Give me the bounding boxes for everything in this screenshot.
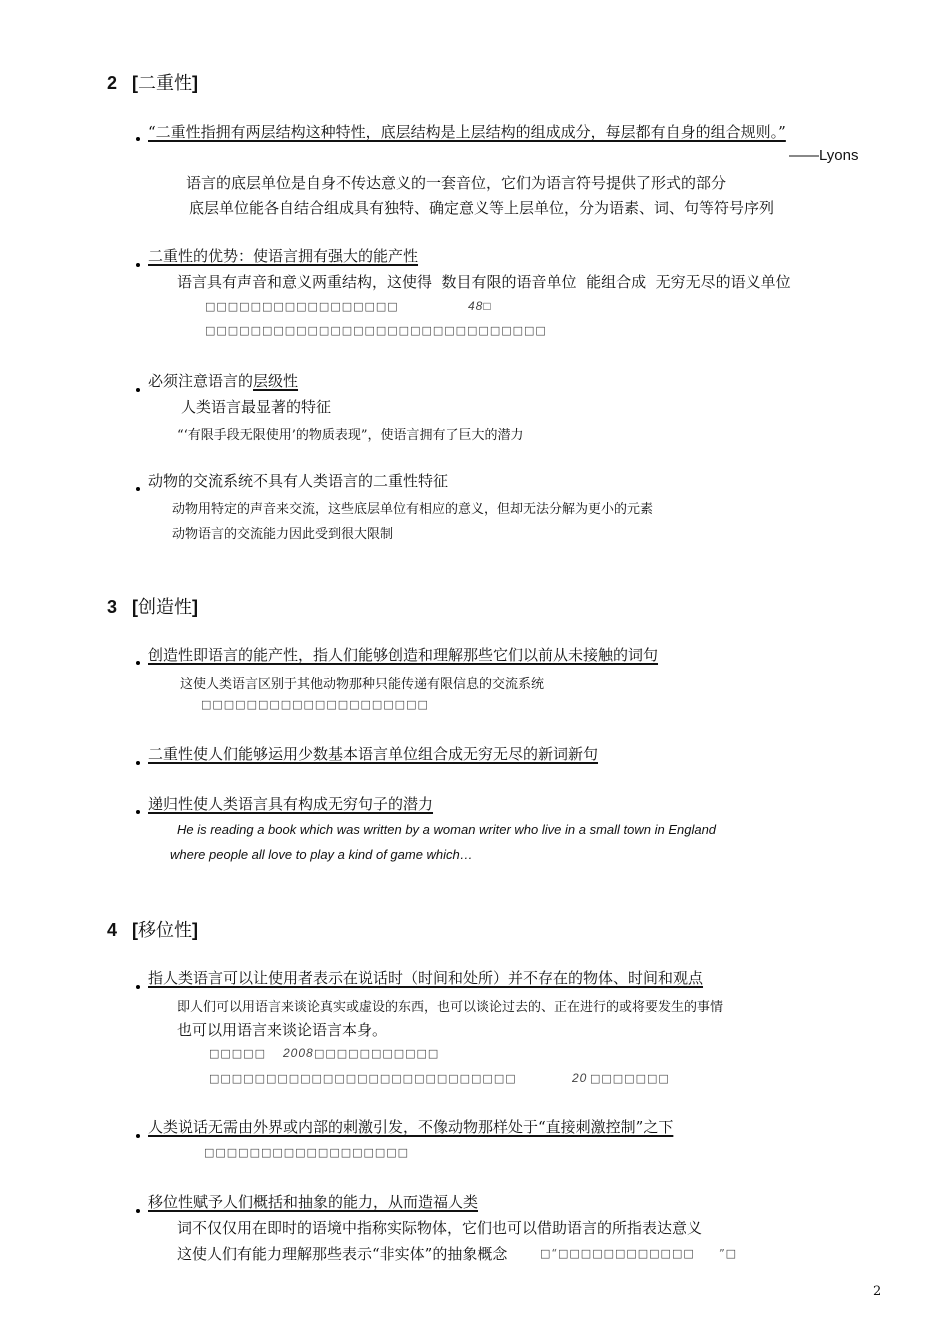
underlined-term: 层级性 <box>253 372 299 390</box>
garbled-line: □□□□□□□□□□□□□□□□□ <box>205 300 399 313</box>
section-title: 二重性 <box>138 73 193 94</box>
page-number: 2 <box>873 1284 882 1299</box>
bullet-icon <box>136 1209 140 1213</box>
garbled-line: □□□□□ <box>209 1047 266 1060</box>
section-3-heading: 3 [创造性] <box>107 597 199 618</box>
bullet-text: 移位性赋予人们概括和抽象的能力，从而造福人类 <box>148 1193 479 1211</box>
garbled-line: □□□□□□□□□□□□□□□□□□□□□□□□□□□□□□ <box>205 324 547 337</box>
garbled-line: □“□□□□□□□□□□□□ <box>540 1247 695 1260</box>
bullet-icon <box>136 1134 140 1138</box>
body-line: 这使人们有能力理解那些表示“非实体”的抽象概念 <box>177 1245 508 1263</box>
attribution: ——Lyons <box>789 147 859 164</box>
bullet-icon <box>136 985 140 989</box>
body-line: 动物用特定的声音来交流，这些底层单位有相应的意义，但却无法分解为更小的元素 <box>172 502 654 517</box>
bullet-icon <box>136 388 140 392</box>
body-line: 人类语言最显著的特征 <box>181 398 332 416</box>
body-line: 底层单位能各自结合组成具有独特、确定意义等上层单位，分为语素、词、句等符号序列 <box>189 199 775 217</box>
body-line: 语言具有声音和意义两重结构，这使得 数目有限的语音单位 能组合成 无穷无尽的语义单位 <box>177 273 791 291</box>
bullet-icon <box>136 810 140 814</box>
bullet-icon <box>136 263 140 267</box>
garbled-line: □□□□□□□□□□□□□□□□□□□□ <box>201 698 429 711</box>
body-line: 语言的底层单位是自身不传达意义的一套音位，它们为语言符号提供了形式的部分 <box>186 174 727 192</box>
body-line: 动物语言的交流能力因此受到很大限制 <box>172 527 394 542</box>
garbled-line: ”□ <box>719 1247 738 1260</box>
bullet-icon <box>136 487 140 491</box>
bullet-text: 人类说话无需由外界或内部的刺激引发，不像动物那样处于“直接刺激控制”之下 <box>148 1118 674 1136</box>
bullet-text: 二重性使人们能够运用少数基本语言单位组合成无穷无尽的新词新句 <box>148 745 599 763</box>
section-number: 2 <box>107 73 118 93</box>
body-line: 这使人类语言区别于其他动物那种只能传递有限信息的交流系统 <box>180 677 545 692</box>
bullet-icon <box>136 661 140 665</box>
bullet-text: 动物的交流系统不具有人类语言的二重性特征 <box>148 472 449 490</box>
garbled-number: 2008 <box>283 1046 314 1060</box>
bullet-text: 递归性使人类语言具有构成无穷句子的潜力 <box>148 795 434 813</box>
body-line: 即人们可以用语言来谈论真实或虚设的东西，也可以谈论过去的、正在进行的或将要发生的事情 <box>177 1000 724 1015</box>
garbled-line: □□□□□□□□□□□□□□□□□□ <box>204 1146 410 1159</box>
bullet-text: 创造性即语言的能产性，指人们能够创造和理解那些它们以前从未接触的词句 <box>148 646 659 664</box>
bullet-icon <box>136 761 140 765</box>
section-2-heading: 2 [二重性] <box>107 73 199 94</box>
bullet-text: “二重性指拥有两层结构这种特性，底层结构是上层结构的组成成分，每层都有自身的组合规则。” <box>148 123 786 141</box>
body-line: 词不仅仅用在即时的语境中指称实际物体，它们也可以借助语言的所指表达意义 <box>177 1219 703 1237</box>
bullet-text: 二重性的优势：使语言拥有强大的能产性 <box>148 247 419 265</box>
garbled-line: □□□□□□□□□□□□□□□□□□□□□□□□□□□ <box>209 1072 517 1085</box>
example-sentence: He is reading a book which was written by a woman writer who live in a small town in England <box>177 822 717 837</box>
body-line: 也可以用语言来谈论语言本身。 <box>177 1021 388 1039</box>
garbled-number: 20 <box>572 1071 588 1085</box>
section-title: 创造性 <box>138 597 193 618</box>
bullet-text-prefix: 必须注意语言的 <box>148 372 254 390</box>
section-number: 4 <box>107 920 118 940</box>
garbled-line: □□□□□□□ <box>590 1072 670 1085</box>
section-title: 移位性 <box>138 920 193 941</box>
body-line: “‘有限手段无限使用’的物质表现”，使语言拥有了巨大的潜力 <box>177 428 524 443</box>
example-sentence: where people all love to play a kind of game which… <box>170 847 473 862</box>
bullet-text: 指人类语言可以让使用者表示在说话时（时间和处所）并不存在的物体、时间和观点 <box>148 969 704 987</box>
bullet-text <box>148 370 298 391</box>
garbled-number: 48□ <box>468 299 492 313</box>
section-4-heading: 4 [移位性] <box>107 920 199 941</box>
garbled-line: □□□□□□□□□□□ <box>314 1047 440 1060</box>
bullet-icon <box>136 137 140 141</box>
section-number: 3 <box>107 597 118 617</box>
